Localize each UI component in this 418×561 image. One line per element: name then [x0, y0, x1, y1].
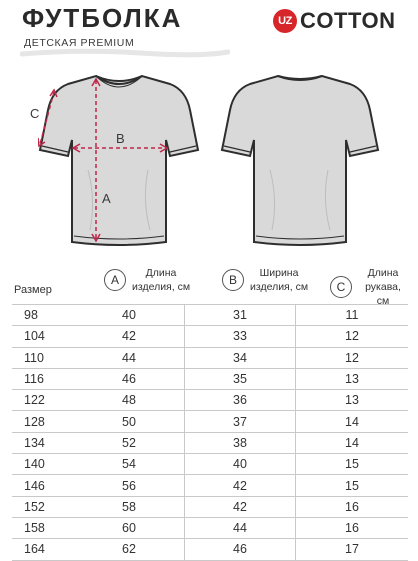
table-row: [12, 368, 408, 389]
size-table-body: [12, 304, 408, 561]
tshirt-front-icon: [38, 70, 200, 250]
length-cell: 56: [122, 478, 136, 493]
sleeve-cell: 13: [345, 372, 359, 387]
size-column-header: Размер: [14, 284, 52, 296]
width-cell: 34: [184, 348, 296, 368]
length-cell: 58: [122, 499, 136, 514]
column-b-line2: изделия, см: [250, 281, 309, 293]
sleeve-cell: 13: [345, 393, 359, 408]
width-cell: 37: [184, 411, 296, 431]
sleeve-cell: 15: [345, 457, 359, 472]
sleeve-cell: 17: [345, 542, 359, 557]
size-cell: 140: [24, 457, 45, 472]
product-subtitle: ДЕТСКАЯ PREMIUM: [24, 37, 135, 49]
table-row: [12, 432, 408, 453]
length-cell: 62: [122, 542, 136, 557]
size-cell: 110: [24, 350, 44, 365]
table-row: [12, 453, 408, 474]
dimension-a-label: A: [102, 191, 111, 206]
dimension-c-label: C: [30, 106, 40, 121]
width-cell: 44: [184, 518, 296, 538]
column-c-line1: Длина: [367, 267, 399, 279]
size-cell: 128: [24, 414, 45, 429]
column-c-line2: рукава, см: [365, 281, 401, 307]
length-cell: 60: [122, 521, 136, 536]
table-row: [12, 517, 408, 538]
column-header-c: [330, 266, 408, 308]
table-row: [12, 410, 408, 431]
length-cell: 48: [122, 393, 136, 408]
width-cell: 38: [184, 433, 296, 453]
width-cell: 33: [184, 326, 296, 346]
column-header-a: [104, 266, 190, 294]
sleeve-cell: 12: [345, 329, 359, 344]
width-cell: 36: [184, 390, 296, 410]
length-cell: 46: [122, 372, 136, 387]
size-cell: 122: [24, 393, 45, 408]
table-row: [12, 474, 408, 495]
length-cell: 52: [122, 435, 136, 450]
column-a-line2: изделия, см: [132, 281, 191, 293]
length-cell: 54: [122, 457, 136, 472]
size-table: [12, 264, 408, 561]
table-row: [12, 347, 408, 368]
size-cell: 98: [24, 308, 38, 323]
length-cell: 50: [122, 414, 136, 429]
length-cell: 40: [122, 308, 136, 323]
width-cell: 46: [184, 539, 296, 559]
length-cell: 44: [122, 350, 136, 365]
column-a-line1: Длина: [145, 267, 177, 279]
sleeve-cell: 14: [345, 435, 359, 450]
brand-logo: [273, 6, 395, 36]
size-cell: 116: [24, 372, 44, 387]
letter-b-circle: B: [222, 269, 244, 291]
table-row: [12, 389, 408, 410]
width-cell: 31: [184, 305, 296, 325]
size-cell: 164: [24, 542, 45, 557]
column-b-line1: Ширина: [259, 267, 299, 279]
tshirt-back-icon: [220, 70, 380, 250]
letter-a-circle: A: [104, 269, 126, 291]
size-cell: 158: [24, 521, 45, 536]
sleeve-cell: 11: [345, 308, 359, 323]
letter-c-circle: C: [330, 276, 352, 298]
width-cell: 42: [184, 475, 296, 495]
table-row: [12, 538, 408, 560]
size-cell: 134: [24, 435, 45, 450]
table-row: [12, 496, 408, 517]
logo-text: COTTON: [300, 8, 396, 33]
width-cell: 35: [184, 369, 296, 389]
length-cell: 42: [122, 329, 136, 344]
table-row: [12, 325, 408, 346]
product-title: ФУТБОЛКА: [22, 3, 183, 33]
size-table-header: [12, 264, 408, 307]
column-header-b: [222, 266, 308, 294]
width-cell: 42: [184, 497, 296, 517]
brush-stroke-decoration: [20, 48, 230, 58]
dimension-b-label: B: [116, 131, 125, 146]
sleeve-cell: 14: [345, 414, 359, 429]
logo-mark: UZ: [273, 9, 297, 33]
sleeve-cell: 16: [345, 521, 359, 536]
size-cell: 146: [24, 478, 45, 493]
size-cell: 104: [24, 329, 45, 344]
width-cell: 40: [184, 454, 296, 474]
sleeve-cell: 12: [345, 350, 359, 365]
sleeve-cell: 15: [345, 478, 359, 493]
size-cell: 152: [24, 499, 45, 514]
sleeve-cell: 16: [345, 499, 359, 514]
